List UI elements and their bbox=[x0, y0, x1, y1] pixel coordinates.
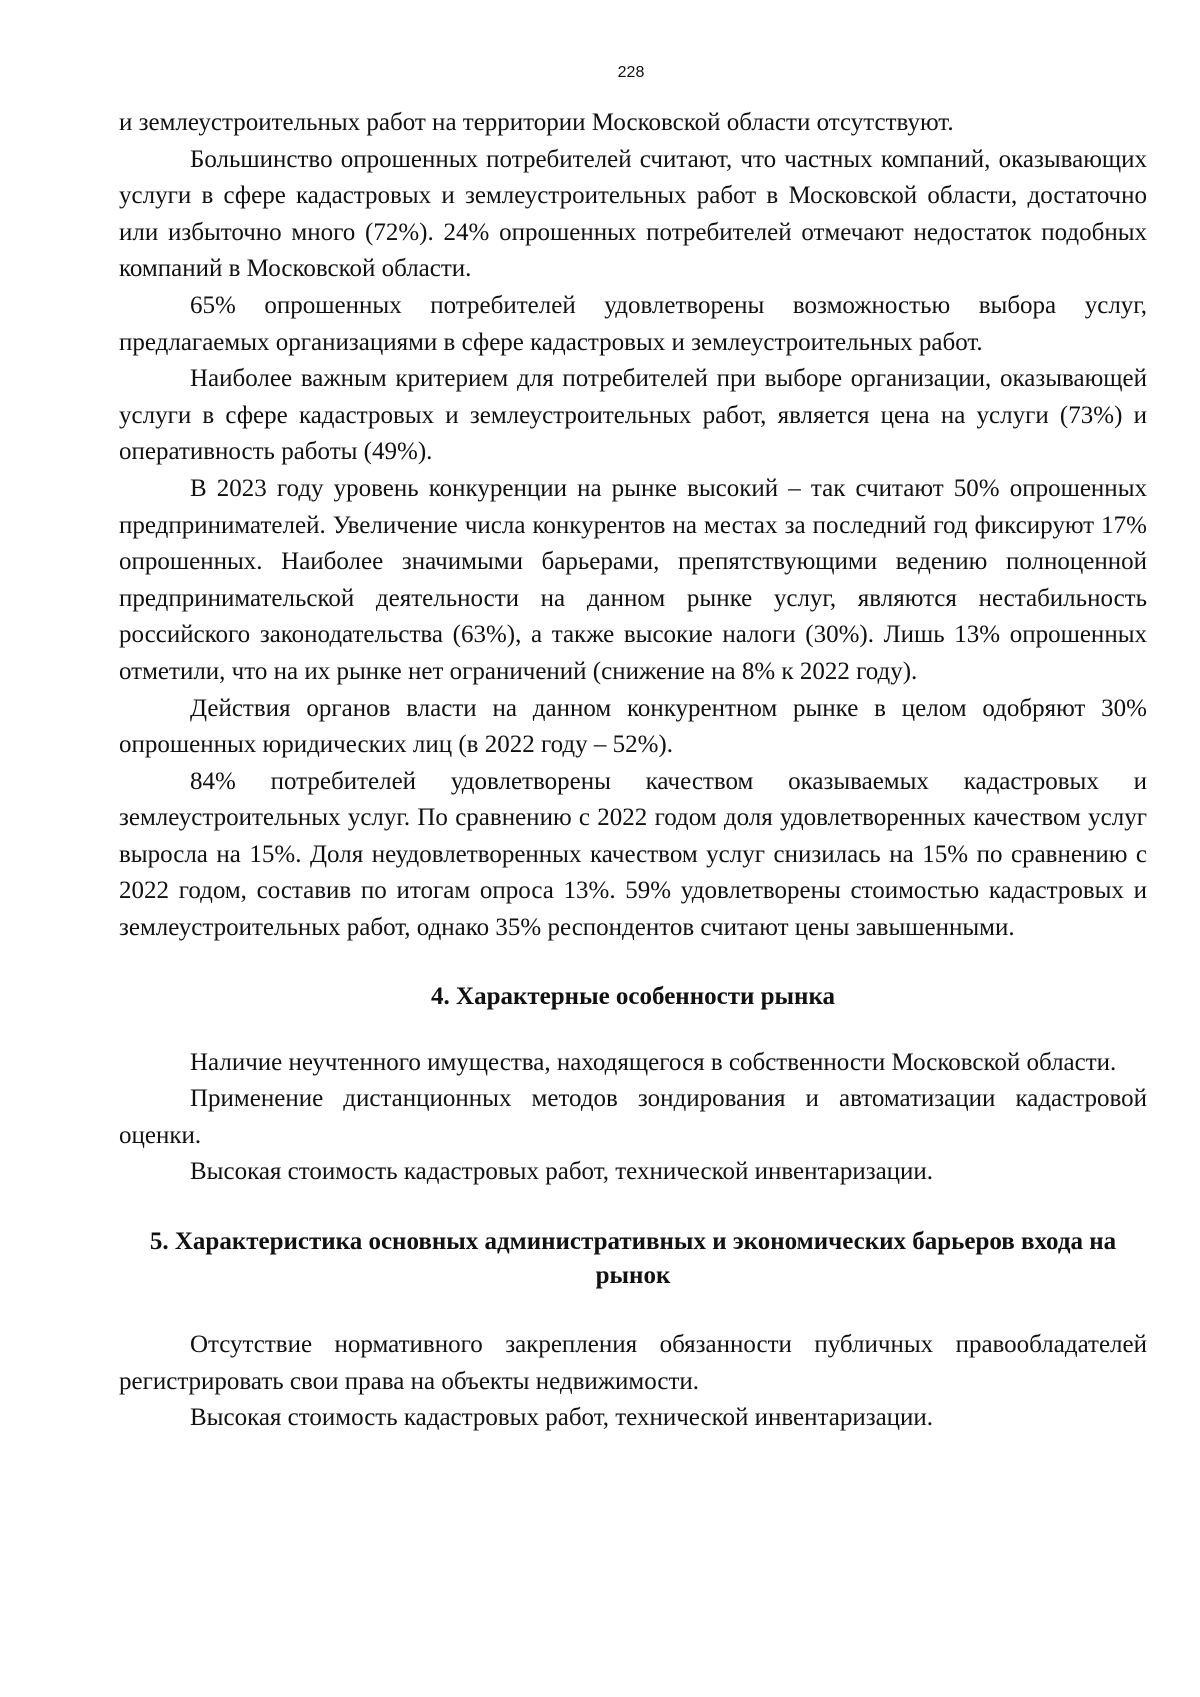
paragraph: Высокая стоимость кадастровых работ, технической инвентаризации. bbox=[190, 1158, 934, 1186]
paragraph: Наличие неучтенного имущества, находящегося в собственности Московской области. bbox=[190, 1048, 1117, 1076]
section-heading: 4. Характерные особенности рынка bbox=[431, 982, 835, 1010]
section-heading: 5. Характеристика основных административных и экономических барьеров входа на рынок bbox=[149, 1228, 1117, 1290]
paragraph: Большинство опрошенных потребителей считают, что частных компаний, оказывающих услуги в сфере кадастровых и землеустроительных работ в Московской области, достаточно или избыточно много (72%). 24% опрошенных потребителей отмечают недостаток подобных компаний в Московской области. bbox=[119, 145, 1147, 283]
paragraph: и землеустроительных работ на территории Московской области отсутствуют. bbox=[119, 109, 954, 136]
paragraph: Применение дистанционных методов зондирования и автоматизации кадастровой оценки. bbox=[119, 1085, 1147, 1149]
page-number: 228 bbox=[617, 64, 645, 81]
paragraph: В 2023 году уровень конкуренции на рынке высокий – так считают 50% опрошенных предпринимателей. Увеличение числа конкурентов на местах за последний год фиксируют 17% опрошенных. Наиболее значимыми барьерами, препятствующими ведению полноценной предпринимательской деятельности на данном рынке услуг, являются нестабильность российского законодательства (63%), а также высокие налоги (30%). Лишь 13% опрошенных отметили, что на их рынке нет ограничений (снижение на 8% к 2022 году). bbox=[119, 474, 1147, 685]
paragraph: 84% потребителей удовлетворены качеством оказываемых кадастровых и землеустроительных услуг. По сравнению с 2022 годом доля удовлетворенных качеством услуг выросла на 15%. Доля неудовлетворенных качеством услуг снизилась на 15% по сравнению с 2022 годом, составив по итогам опроса 13%. 59% удовлетворены стоимостью кадастровых и землеустроительных работ, однако 35% респондентов считают цены завышенными. bbox=[119, 767, 1147, 942]
paragraph: Высокая стоимость кадастровых работ, технической инвентаризации. bbox=[190, 1404, 934, 1432]
paragraph: Наиболее важным критерием для потребителей при выборе организации, оказывающей услуги в сфере кадастровых и землеустроительных работ, является цена на услуги (73%) и оперативность работы (49%). bbox=[119, 365, 1147, 466]
paragraph: 65% опрошенных потребителей удовлетворены возможностью выбора услуг, предлагаемых организациями в сфере кадастровых и землеустроительных работ. bbox=[119, 291, 1147, 356]
document-body bbox=[119, 105, 1147, 1437]
paragraph: Действия органов власти на данном конкурентном рынке в целом одобряют 30% опрошенных юридических лиц (в 2022 году – 52%). bbox=[119, 694, 1147, 759]
paragraph: Отсутствие нормативного закрепления обязанности публичных правообладателей регистрировать свои права на объекты недвижимости. bbox=[119, 1331, 1147, 1395]
